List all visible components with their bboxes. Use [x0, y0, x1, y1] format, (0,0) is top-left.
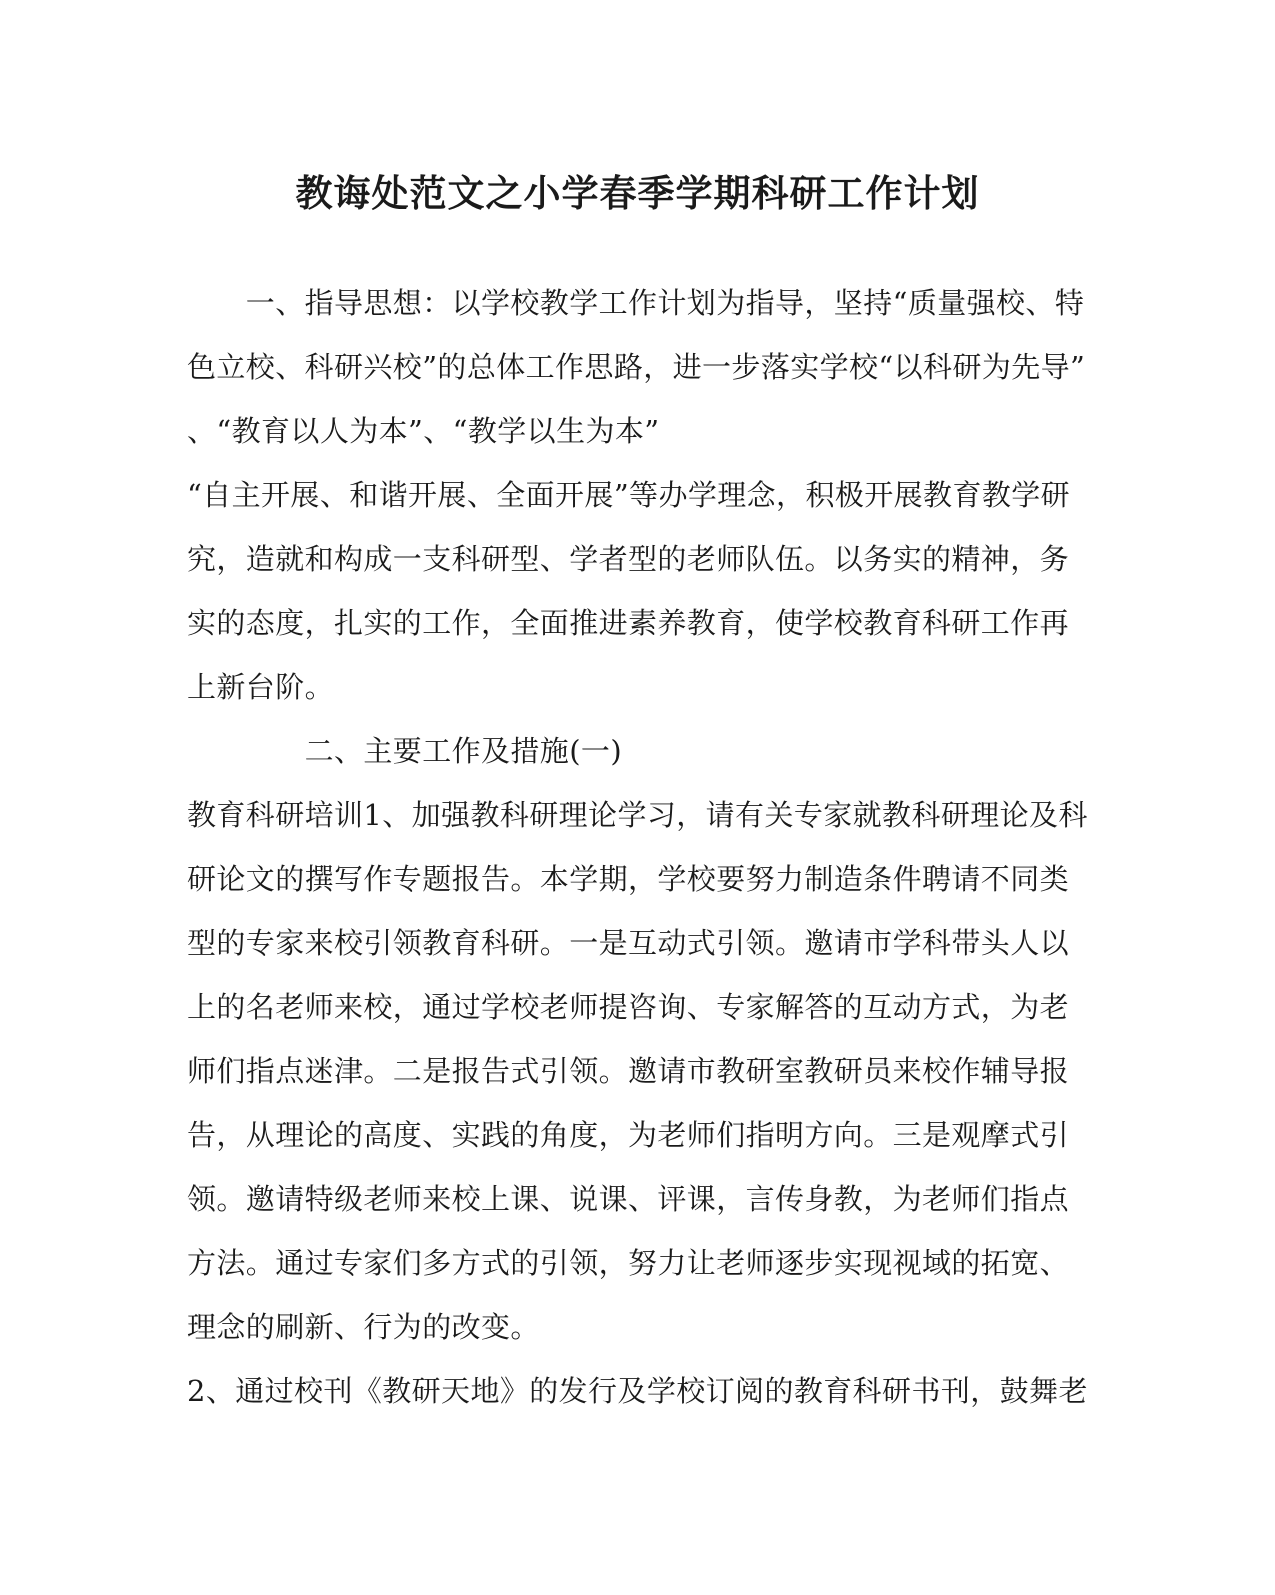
body-line: 色立校、科研兴校”的总体工作思路，进一步落实学校“以科研为先导”	[187, 350, 1086, 384]
body-line: “自主开展、和谐开展、全面开展”等办学理念，积极开展教育教学研	[187, 478, 1071, 512]
body-line: 一、指导思想：以学校教学工作计划为指导，坚持“质量强校、特	[187, 286, 1085, 320]
body-line: 实的态度，扎实的工作，全面推进素养教育，使学校教育科研工作再	[187, 606, 1070, 640]
body-line: 型的专家来校引领教育科研。一是互动式引领。邀请市学科带头人以	[187, 926, 1070, 960]
body-line: 师们指点迷津。二是报告式引领。邀请市教研室教研员来校作辅导报	[187, 1054, 1070, 1088]
body-line: 研论文的撰写作专题报告。本学期，学校要努力制造条件聘请不同类	[187, 862, 1070, 896]
body-line: 方法。通过专家们多方式的引领，努力让老师逐步实现视域的拓宽、	[187, 1246, 1070, 1280]
body-line: 理念的刷新、行为的改变。	[187, 1310, 540, 1344]
body-line: 告，从理论的高度、实践的角度，为老师们指明方向。三是观摩式引	[187, 1118, 1070, 1152]
body-line: 2、通过校刊《教研天地》的发行及学校订阅的教育科研书刊，鼓舞老	[187, 1374, 1088, 1408]
body-line: 领。邀请特级老师来校上课、说课、评课，言传身教，为老师们指点	[187, 1182, 1070, 1216]
document-title: 教诲处范文之小学春季学期科研工作计划	[295, 171, 980, 215]
body-line: 究，造就和构成一支科研型、学者型的老师队伍。以务实的精神，务	[187, 542, 1070, 576]
body-line: 上新台阶。	[187, 670, 335, 704]
body-line: 上的名老师来校，通过学校老师提咨询、专家解答的互动方式，为老	[187, 990, 1070, 1024]
body-line: 、“教育以人为本”、“教学以生为本”	[187, 414, 660, 448]
body-line: 教育科研培训1、加强教科研理论学习，请有关专家就教科研理论及科	[187, 798, 1088, 832]
section-heading: 二、主要工作及措施(一)	[187, 734, 623, 768]
